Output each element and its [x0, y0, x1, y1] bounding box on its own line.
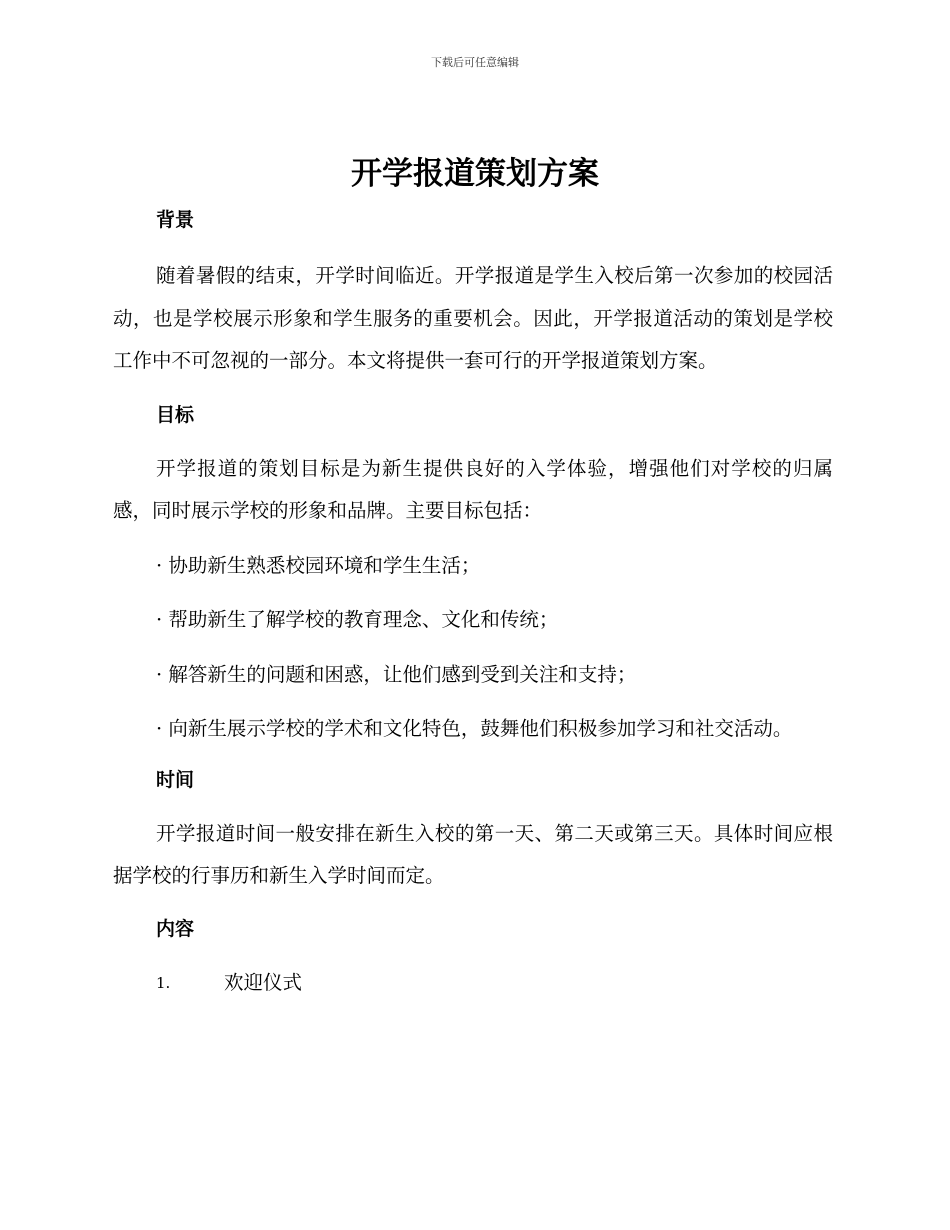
section-heading-content: 内容	[156, 917, 195, 940]
section-heading-time: 时间	[156, 768, 195, 791]
section-heading-goals: 目标	[156, 403, 195, 426]
document-title: 开学报道策划方案	[351, 156, 599, 192]
time-paragraph: 开学报道时间一般安排在新生入校的第一天、第二天或第三天。具体时间应根据学校的行事历和新生入学时间而定。	[113, 821, 833, 887]
goal-bullet: · 向新生展示学校的学术和文化特色，鼓舞他们积极参加学习和社交活动。	[156, 717, 793, 740]
section-goals	[113, 398, 833, 751]
section-time	[113, 763, 833, 898]
section-content	[113, 912, 833, 1005]
section-heading-background: 背景	[156, 209, 195, 231]
document-body	[113, 203, 833, 1004]
goals-paragraph: 开学报道的策划目标是为新生提供良好的入学体验，增强他们对学校的归属感，同时展示学校的形象和品牌。主要目标包括：	[113, 456, 833, 522]
list-item-number: 1.	[156, 973, 171, 992]
goal-bullet: · 协助新生熟悉校园环境和学生生活；	[156, 553, 481, 577]
list-item-text: 欢迎仪式	[224, 970, 303, 994]
background-paragraph: 随着暑假的结束，开学时间临近。开学报道是学生入校后第一次参加的校园活动，也是学校展示形象和学生服务的重要机会。因此，开学报道活动的策划是学校工作中不可忽视的一部分。本文将提供一套可行的开学报道策划方案。	[113, 264, 833, 372]
content-list-item	[113, 962, 833, 1005]
header-note: 下载后可任意编辑	[431, 56, 519, 69]
section-background	[113, 203, 833, 383]
goal-bullet: · 解答新生的问题和困惑，让他们感到受到关注和支持；	[156, 662, 637, 686]
goal-bullet: · 帮助新生了解学校的教育理念、文化和传统；	[156, 608, 559, 631]
